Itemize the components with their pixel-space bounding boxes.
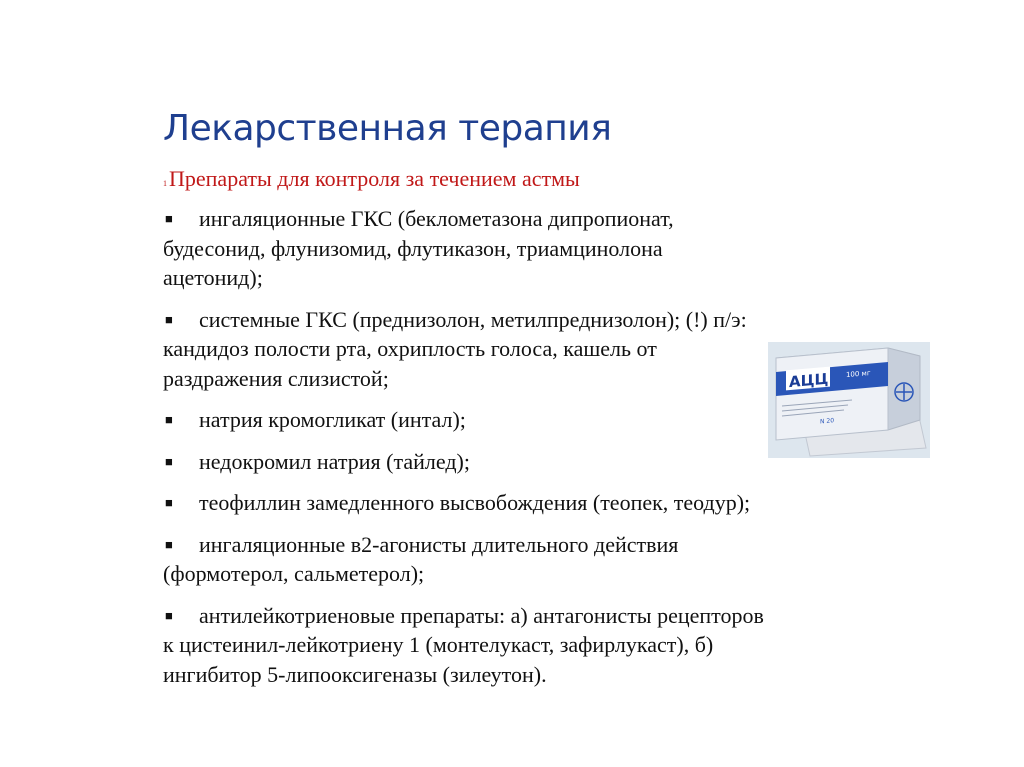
list-item-line: раздражения слизистой;	[163, 365, 389, 391]
list-item-line: ингибитор 5-липооксигеназы (зилеутон).	[163, 661, 547, 687]
list-item	[163, 305, 873, 394]
list-item	[163, 488, 873, 518]
slide-title: Лекарственная терапия	[163, 108, 612, 149]
square-bullet-icon: ■	[165, 412, 173, 427]
list-item	[163, 447, 873, 477]
list-item	[163, 530, 873, 589]
list-item-line: будесонид, флунизомид, флутиказон, триамцинолона	[163, 235, 663, 261]
product-package-image	[768, 342, 930, 458]
list-item-line: натрия кромогликат (интал);	[199, 407, 466, 432]
square-bullet-icon: ■	[165, 211, 173, 226]
list-item-line: (формотерол, сальметерол);	[163, 561, 425, 586]
pack-count: N 20	[820, 417, 835, 426]
list-item-line: антилейкотриеновые препараты: а) антагонисты рецепторов	[199, 602, 764, 628]
square-bullet-icon: ■	[165, 453, 173, 469]
list-item-line: системные ГКС (преднизолон, метилпреднизолон); (!) п/э:	[199, 306, 747, 332]
subtitle-text: Препараты для контроля за течением астмы	[169, 166, 580, 191]
list-item	[163, 204, 873, 293]
list-item	[163, 601, 873, 690]
square-bullet-icon: ■	[165, 536, 173, 552]
list-item-line: ингаляционные ГКС (беклометазона дипропионат,	[199, 206, 674, 231]
brand-dose: 100 мг	[846, 368, 871, 380]
list-item-line: теофиллин замедленного высвобождения (теопек, теодур);	[199, 490, 751, 515]
list-item	[163, 405, 873, 435]
brand-name: АЦЦ	[789, 369, 829, 392]
subtitle-marker: 1	[163, 179, 167, 188]
list-item-line: недокромил натрия (тайлед);	[199, 448, 470, 474]
list-item-line: ингаляционные в2-агонисты длительного действия	[199, 531, 679, 557]
list-item-line: к цистеинил-лейкотриену 1 (монтелукаст, зафирлукаст), б)	[163, 632, 714, 657]
list-item-line: кандидоз полости рта, охриплость голоса, кашель от	[163, 336, 657, 361]
list-item-line: ацетонид);	[163, 265, 263, 290]
drug-list	[163, 204, 873, 701]
square-bullet-icon: ■	[165, 495, 173, 510]
square-bullet-icon: ■	[165, 311, 173, 327]
square-bullet-icon: ■	[165, 607, 173, 623]
slide-subtitle	[163, 166, 580, 192]
